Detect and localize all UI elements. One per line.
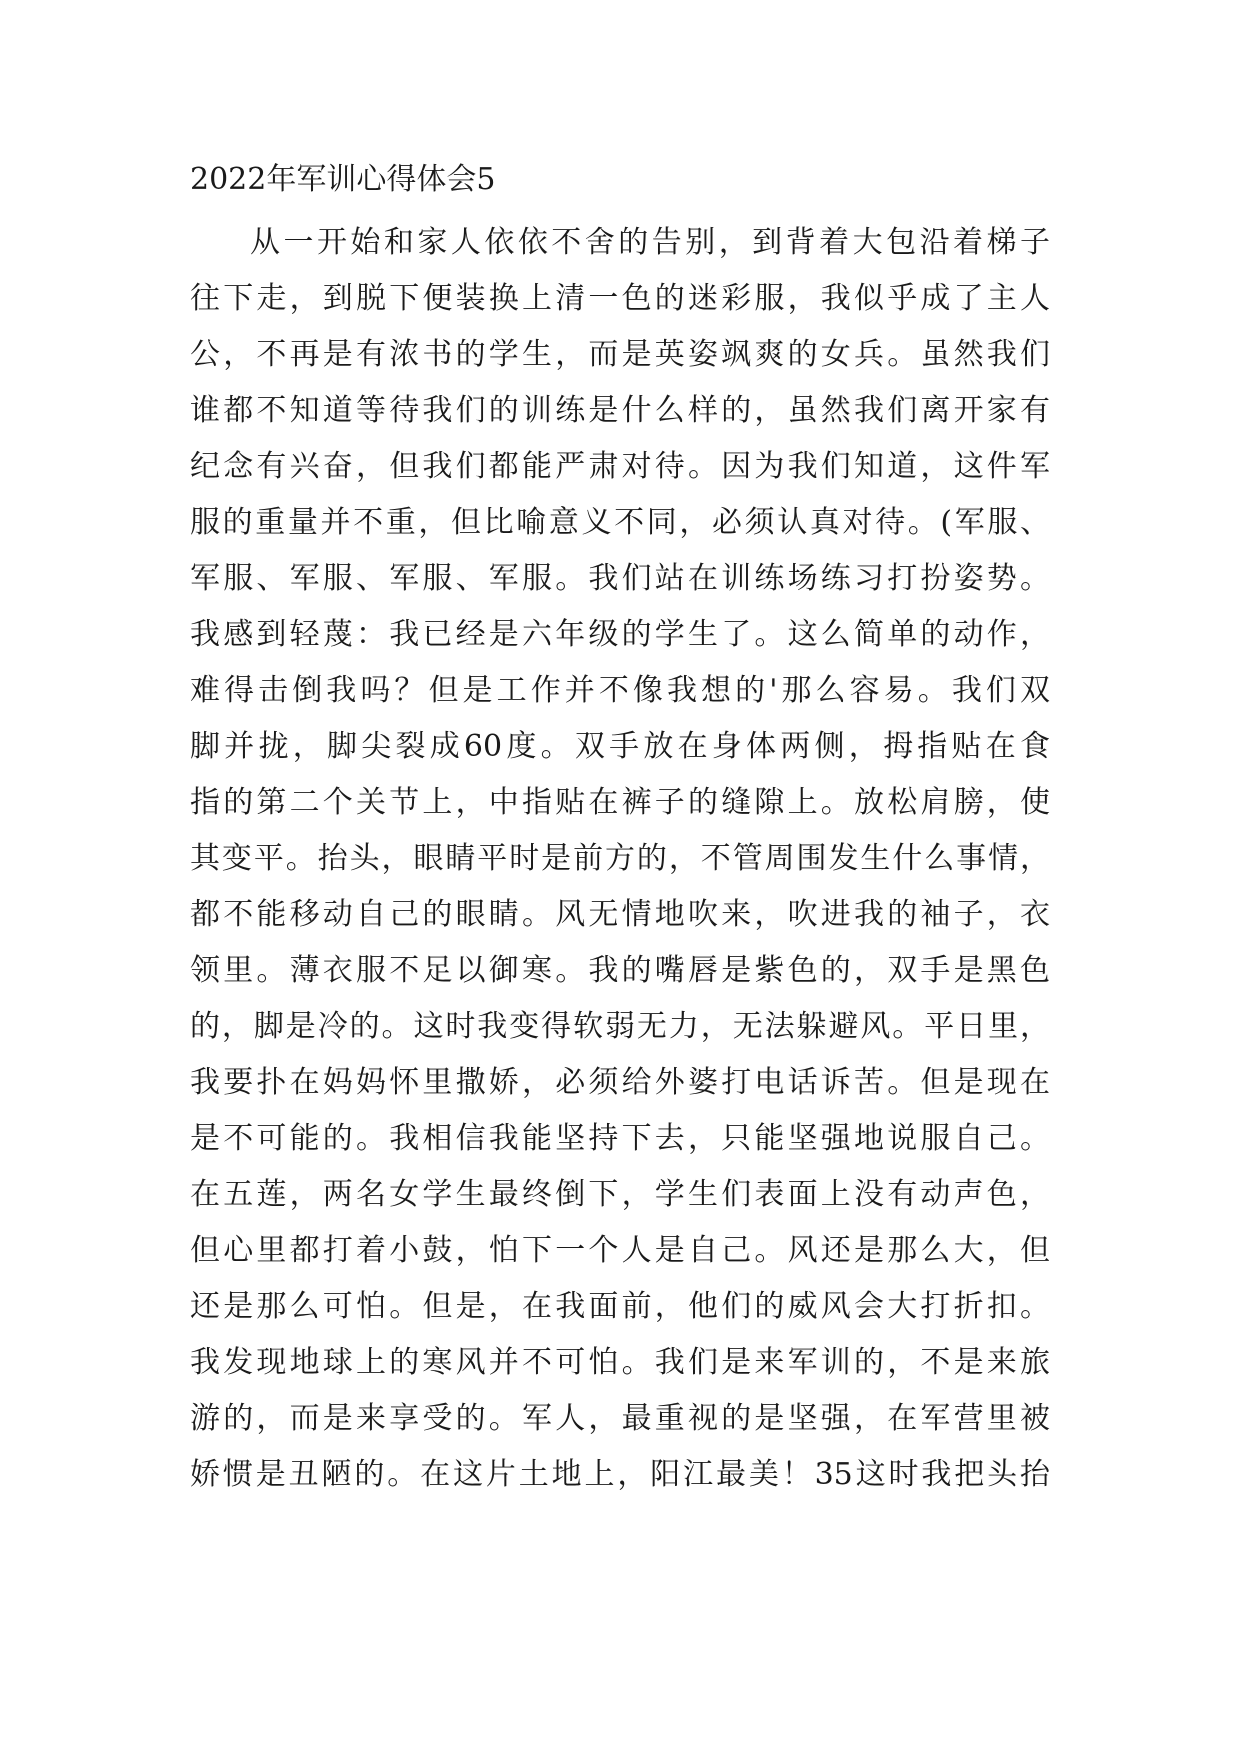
body-line: 在五莲，两名女学生最终倒下，学生们表面上没有动声色， <box>190 1177 1050 1212</box>
body-line: 是不可能的。我相信我能坚持下去，只能坚强地说服自己。 <box>190 1121 1050 1156</box>
body-line: 从一开始和家人依依不舍的告别，到背着大包沿着梯子 <box>250 225 1050 260</box>
body-line: 但心里都打着小鼓，怕下一个人是自己。风还是那么大，但 <box>190 1233 1050 1268</box>
body-line: 往下走，到脱下便装换上清一色的迷彩服，我似乎成了主人 <box>190 281 1050 316</box>
document-title: 2022年军训心得体会5 <box>190 162 496 197</box>
body-line: 指的第二个关节上，中指贴在裤子的缝隙上。放松肩膀，使 <box>190 785 1050 820</box>
body-line: 的，脚是冷的。这时我变得软弱无力，无法躲避风。平日里， <box>190 1009 1050 1044</box>
body-line: 其变平。抬头，眼睛平时是前方的，不管周围发生什么事情， <box>190 841 1050 876</box>
body-line: 都不能移动自己的眼睛。风无情地吹来，吹进我的袖子，衣 <box>190 897 1050 932</box>
body-line: 谁都不知道等待我们的训练是什么样的，虽然我们离开家有 <box>190 393 1050 428</box>
body-line: 我要扑在妈妈怀里撒娇，必须给外婆打电话诉苦。但是现在 <box>190 1065 1050 1100</box>
document-body <box>190 215 1050 1503</box>
body-line: 军服、军服、军服、军服。我们站在训练场练习打扮姿势。 <box>190 561 1050 596</box>
body-line: 服的重量并不重，但比喻意义不同，必须认真对待。(军服、 <box>190 505 1050 540</box>
body-line: 我感到轻蔑：我已经是六年级的学生了。这么简单的动作， <box>190 617 1050 652</box>
body-line: 娇惯是丑陋的。在这片土地上，阳江最美！35这时我把头抬 <box>190 1457 1050 1492</box>
body-line: 还是那么可怕。但是，在我面前，他们的威风会大打折扣。 <box>190 1289 1050 1324</box>
body-line: 我发现地球上的寒风并不可怕。我们是来军训的，不是来旅 <box>190 1345 1050 1380</box>
body-line: 脚并拢，脚尖裂成60度。双手放在身体两侧，拇指贴在食 <box>190 729 1050 764</box>
body-line: 纪念有兴奋，但我们都能严肃对待。因为我们知道，这件军 <box>190 449 1050 484</box>
body-line: 公，不再是有浓书的学生，而是英姿飒爽的女兵。虽然我们 <box>190 337 1050 372</box>
body-line: 领里。薄衣服不足以御寒。我的嘴唇是紫色的，双手是黑色 <box>190 953 1050 988</box>
body-line: 游的，而是来享受的。军人，最重视的是坚强，在军营里被 <box>190 1401 1050 1436</box>
body-line: 难得击倒我吗？但是工作并不像我想的'那么容易。我们双 <box>190 673 1050 708</box>
